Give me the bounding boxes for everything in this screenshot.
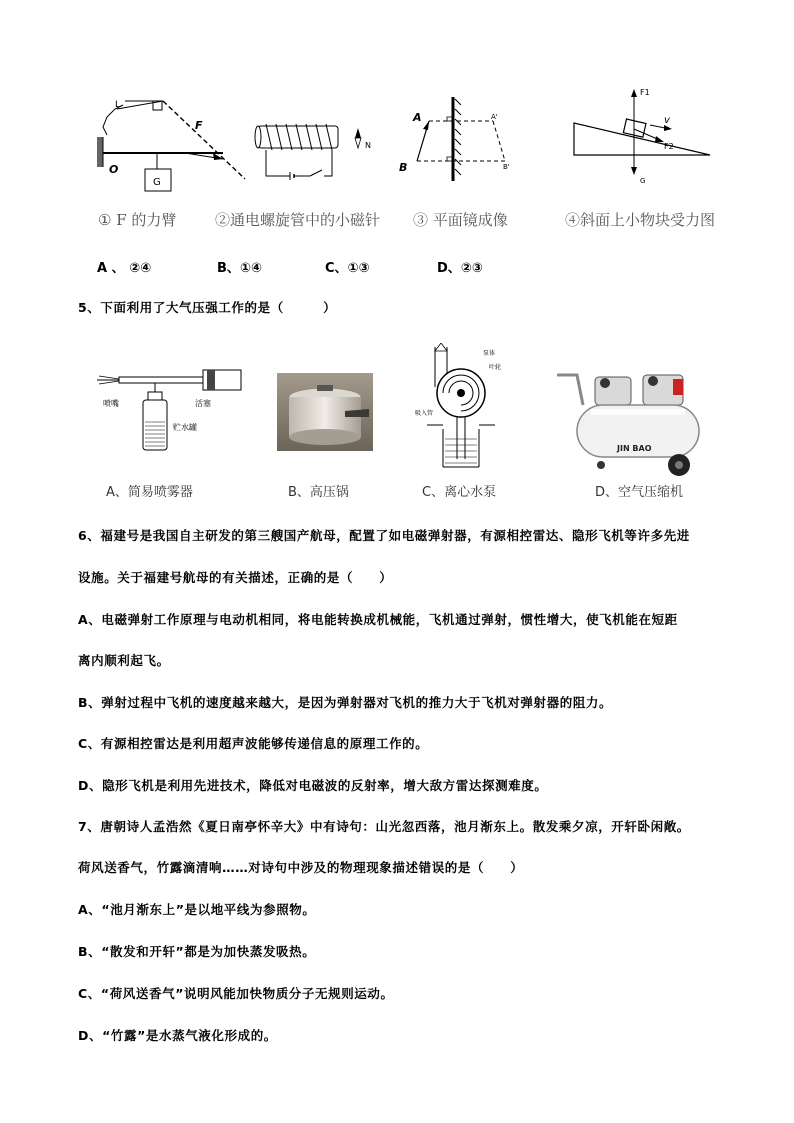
fig4-label-F1: F1 [640,88,650,97]
fig3-label-A2: A' [491,113,498,121]
pump-label-inlet: 吸入管 [415,410,434,417]
fig4-label-G: G [640,177,646,185]
q4-option-d: D、②③ [437,261,483,276]
fig1-label-G: G [153,177,161,188]
q5-caption-a: A、简易喷雾器 [106,485,193,500]
q7-stem-line1: 7、唐朝诗人孟浩然《夏日南亭怀辛大》中有诗句：山光忽西落，池月渐东上。散发乘夕凉，开轩卧闲敞。 [78,819,690,834]
fig2-caption: ②通电螺旋管中的小磁针 [215,211,381,229]
q6-option-a-line1: A、电磁弹射工作原理与电动机相同，将电能转换成机械能，飞机通过弹射，惯性增大，使飞机能在短距 [78,612,678,627]
fig3-caption: ③ 平面镜成像 [413,211,508,229]
centrifugal-pump-image [413,343,508,471]
q4-option-c: C、①③ [325,261,370,276]
fig3-label-A: A [413,111,422,124]
fig4-caption: ④斜面上小物块受力图 [565,211,716,229]
q7-option-b: B、“散发和开轩”都是为加快蒸发吸热。 [78,944,316,959]
q7-stem-line2: 荷风送香气，竹露滴清响……对诗句中涉及的物理现象描述错误的是（ ） [78,860,524,875]
q4-option-a: A 、 ②④ [97,261,152,276]
sprayer-label-tank: 贮水罐 [173,423,197,432]
fig3-label-B: B [399,161,408,174]
fig1-caption: ① F 的力臂 [98,211,177,229]
q6-option-a-line2: 离内顺利起飞。 [78,653,170,668]
pump-label-impeller: 叶轮 [489,364,502,371]
fig2-label-N: N [365,141,371,150]
sprayer-label-piston: 活塞 [195,399,211,408]
sprayer-label-nozzle: 喷嘴 [103,399,119,408]
q6-stem-line1: 6、福建号是我国自主研发的第三艘国产航母，配置了如电磁弹射器，有源相控雷达、隐形飞机等许多先进 [78,528,690,543]
q6-option-c: C、有源相控雷达是利用超声波能够传递信息的原理工作的。 [78,736,429,751]
fig1-label-F: F [195,119,203,132]
q5-caption-d: D、空气压缩机 [595,485,684,500]
incline-diagram [570,85,720,185]
lever-diagram [95,85,250,197]
pressure-cooker-image [277,373,373,451]
q7-option-a: A、“池月渐东上”是以地平线为参照物。 [78,902,316,917]
solenoid-diagram [250,118,380,188]
q6-stem-line2: 设施。关于福建号航母的有关描述，正确的是（ ） [78,570,393,585]
q5-caption-c: C、离心水泵 [422,485,497,500]
q5-stem: 5、下面利用了大气压强工作的是（ ） [78,300,337,315]
mirror-diagram [395,97,530,182]
q4-option-b: B、①④ [217,261,262,276]
q7-option-d: D、“竹露”是水蒸气液化形成的。 [78,1028,277,1043]
fig4-label-F2: F2 [664,142,674,151]
fig4-label-v: v [664,115,670,126]
fig1-label-L: L [115,100,121,110]
sprayer-image [95,362,245,457]
air-compressor-image [555,365,705,480]
pump-label-shell: 泵体 [483,350,496,357]
compressor-brand: JIN BAO [617,444,652,453]
q6-option-b: B、弹射过程中飞机的速度越来越大，是因为弹射器对飞机的推力大于飞机对弹射器的阻力。 [78,695,613,710]
q6-option-d: D、隐形飞机是利用先进技术，降低对电磁波的反射率，增大敌方雷达探测难度。 [78,778,548,793]
fig3-label-B2: B' [503,163,510,171]
q5-caption-b: B、高压锅 [288,485,349,500]
q7-option-c: C、“荷风送香气”说明风能加快物质分子无规则运动。 [78,986,394,1001]
fig1-label-O: O [109,163,119,176]
